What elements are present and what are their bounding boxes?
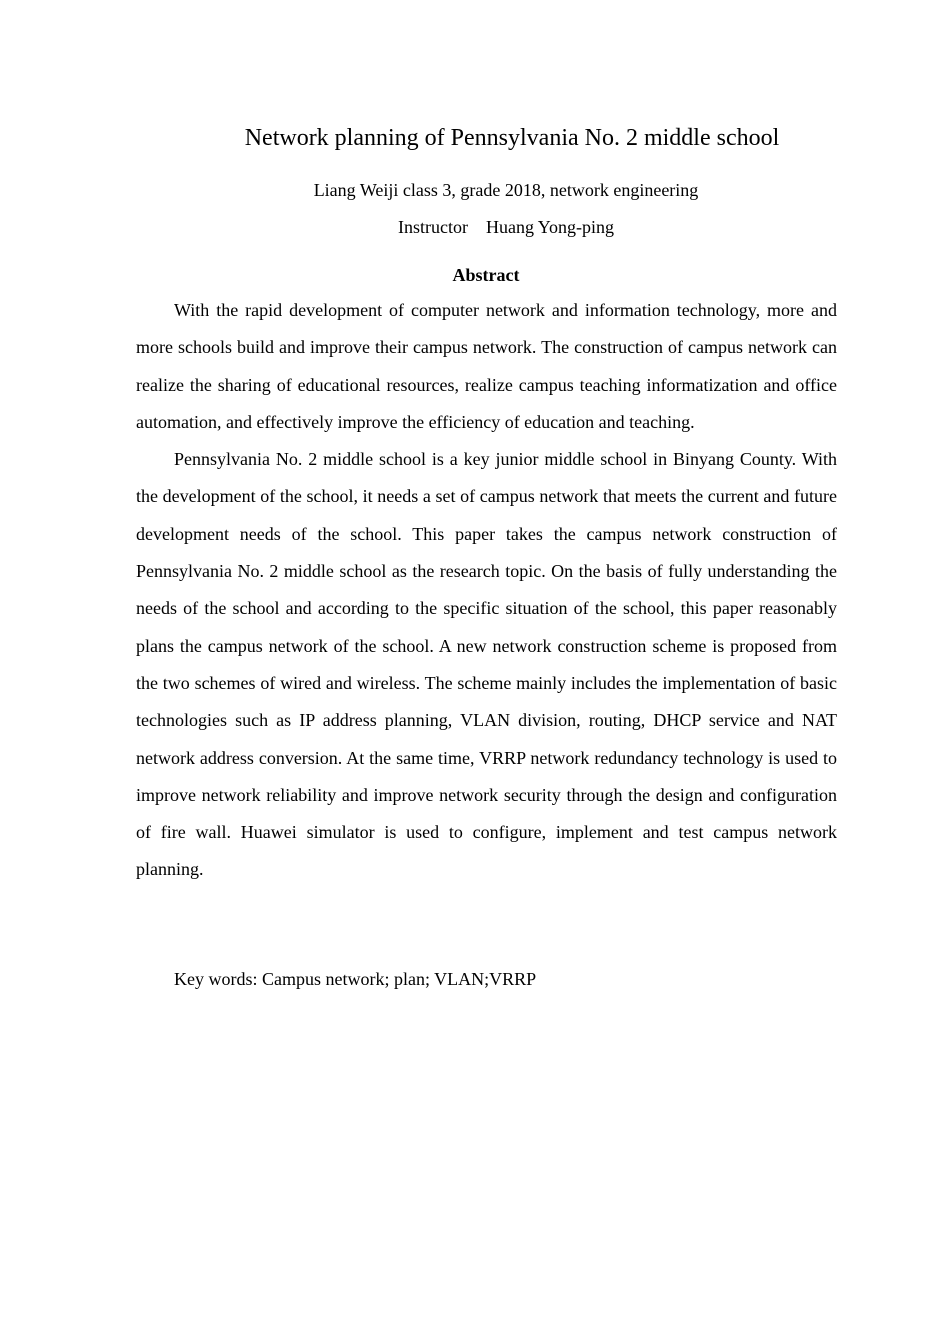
abstract-body [136,292,837,889]
keywords-line: Key words: Campus network; plan; VLAN;VRRP [174,969,537,989]
instructor-label: Instructor [398,217,468,237]
abstract-heading: Abstract [452,265,520,285]
abstract-paragraph-1: With the rapid development of computer network and information technology, more and more schools build and improve their campus network. The construction of campus network can realize the sharing of educational resources, realize campus teaching informatization and office automation, and effectively improve the efficiency of education and teaching. [136,300,837,432]
abstract-paragraph-2: Pennsylvania No. 2 middle school is a key junior middle school in Binyang County. With the development of the school, it needs a set of campus network that meets the current and future development needs of the school. This paper takes the campus network construction of Pennsylvania No. 2 middle school as the research topic. On the basis of fully understanding the needs of the school and according to the specific situation of the school, this paper reasonably plans the campus network of the school. A new network construction scheme is proposed from the two schemes of wired and wireless. The scheme mainly includes the implementation of basic technologies such as IP address planning, VLAN division, routing, DHCP service and NAT network address conversion. At the same time, VRRP network redundancy technology is used to improve network reliability and improve network security through the design and configuration of fire wall. Huawei simulator is used to configure, implement and test campus network planning. [136,449,837,880]
document-title: Network planning of Pennsylvania No. 2 middle school [244,125,780,151]
instructor-name: Huang Yong-ping [485,217,614,237]
author-line: Liang Weiji class 3, grade 2018, network engineering [313,180,699,200]
instructor-line [136,215,876,239]
